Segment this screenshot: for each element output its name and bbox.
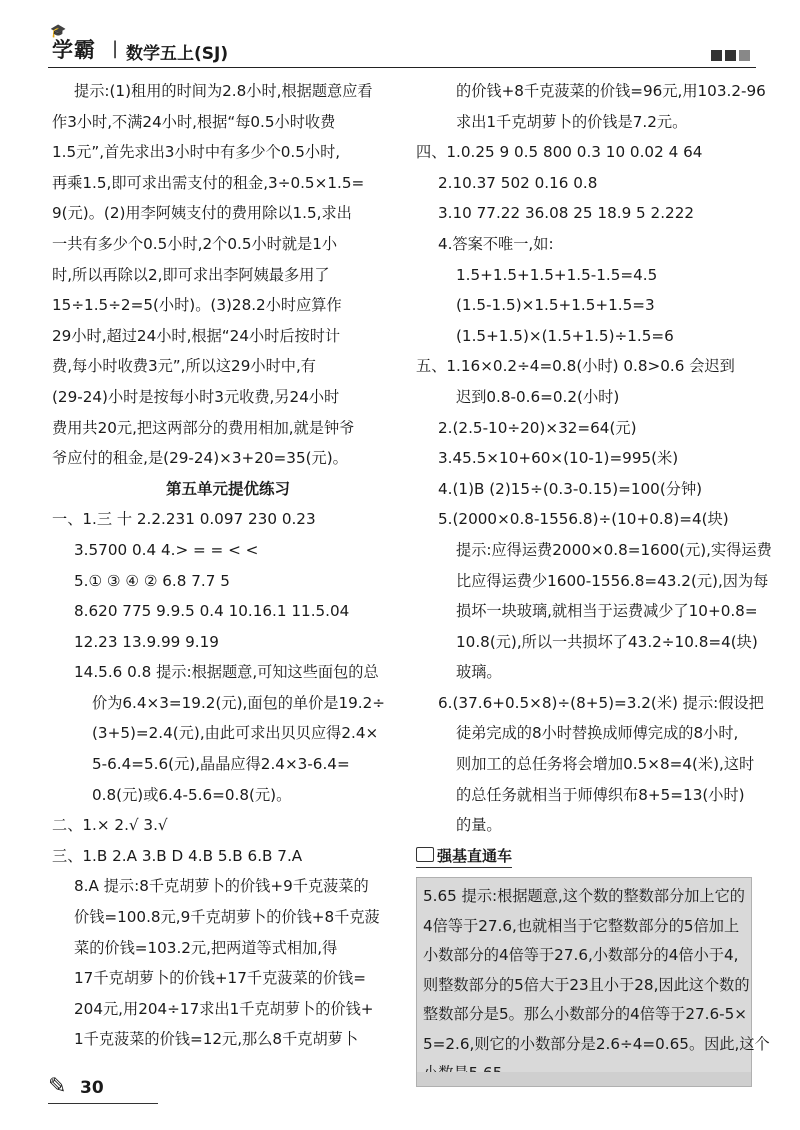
text-line: 10.8(元),所以一共损坏了43.2÷10.8=4(块) [456, 632, 758, 651]
text-line: 5=2.6,则它的小数部分是2.6÷4=0.65。因此,这个 [423, 1034, 770, 1053]
text-line: (29-24)小时是按每小时3元收费,另24小时 [52, 387, 340, 406]
section-four [416, 137, 756, 351]
text-line: 费,每小时收费3元”,所以这29小时中,有 [52, 357, 316, 376]
text-line: 3.5700 0.4 4.> = = < < [74, 540, 259, 559]
page-number: 30 [80, 1078, 104, 1098]
footer-rule [48, 1103, 158, 1104]
page-footer [48, 1074, 158, 1104]
text-line: 的总任务就相当于师傅织布8+5=13(小时) [456, 785, 745, 804]
text-line: 15÷1.5÷2=5(小时)。(3)28.2小时应算作 [52, 296, 342, 315]
right-column [416, 76, 772, 1087]
text-line: 四、1.0.25 9 0.5 800 0.3 10 0.02 4 64 [416, 143, 703, 162]
text-line: 一共有多少个0.5小时,2个0.5小时就是1小 [52, 234, 338, 253]
pencil-icon: ✎ [48, 1074, 67, 1099]
text-line: 玻璃。 [456, 663, 502, 682]
graduation-cap-icon: 🎓 [50, 24, 67, 39]
text-line: 求出1千克胡萝卜的价钱是7.2元。 [456, 112, 688, 131]
text-line: 5.(2000×0.8-1556.8)÷(10+0.8)=4(块) [438, 510, 729, 529]
text-line: 则整数部分的5倍大于23且小于28,因此这个数的 [423, 975, 750, 994]
header-rule [48, 67, 756, 68]
text-line: 9(元)。(2)用李阿姨支付的费用除以1.5,求出 [52, 204, 352, 223]
text-line: 6.(37.6+0.5×8)÷(8+5)=3.2(米) 提示:假设把 [438, 693, 764, 712]
text-line: 17千克胡萝卜的价钱+17千克菠菜的价钱= [74, 969, 366, 988]
text-line: (1.5-1.5)×1.5+1.5+1.5=3 [456, 296, 655, 315]
text-line: 8.A 提示:8千克胡萝卜的价钱+9千克菠菜的 [74, 877, 369, 896]
book-title: 数学五上(SJ) [126, 44, 229, 64]
book-icon [416, 847, 434, 862]
text-line: 的价钱+8千克菠菜的价钱=96元,用103.2-96 [456, 82, 766, 100]
page-header [48, 24, 756, 68]
text-line: 损坏一块玻璃,就相当于运费减少了10+0.8= [456, 602, 758, 621]
text-line: 3.10 77.22 36.08 25 18.9 5 2.222 [438, 204, 695, 223]
decorative-squares [708, 46, 750, 65]
text-line: 4倍等于27.6,也就相当于它整数部分的5倍加上 [423, 916, 740, 935]
text-line: 比应得运费少1600-1556.8=43.2(元),因为每 [456, 571, 769, 590]
text-line: 1千克菠菜的价钱=12元,那么8千克胡萝卜 [74, 1030, 359, 1049]
text-line: 费用共20元,把这两部分的费用相加,就是钟爷 [52, 418, 355, 437]
text-line: 则加工的总任务将会增加0.5×8=4(米),这时 [456, 755, 755, 774]
text-line: (3+5)=2.4(元),由此可求出贝贝应得2.4× [92, 724, 379, 743]
box-title-text: 强基直通车 [437, 846, 513, 865]
header-separator: | [112, 38, 119, 59]
text-line: 菜的价钱=103.2元,把两道等式相加,得 [74, 938, 338, 957]
section-title: 第五单元提优练习 [165, 479, 290, 498]
text-line: 3.45.5×10+60×(10-1)=995(米) [438, 449, 679, 468]
text-line: 价为6.4×3=19.2(元),面包的单价是19.2÷ [92, 693, 385, 712]
text-line: 小数部分的4倍等于27.6,小数部分的4倍小于4, [423, 946, 739, 965]
text-line: 12.23 13.9.99 9.19 [74, 632, 219, 651]
text-line: 提示:(1)租用的时间为2.8小时,根据题意应看 [74, 82, 373, 100]
brand-logo: 学霸 [52, 38, 96, 62]
text-line: 再乘1.5,即可求出需支付的租金,3÷0.5×1.5= [52, 173, 365, 192]
right-continuation [416, 76, 766, 137]
text-line: 1.5元”,首先求出3小时中有多少个0.5小时, [52, 143, 341, 162]
text-line: 作3小时,不满24小时,根据“每0.5小时收费 [52, 112, 336, 131]
left-hint-block [52, 76, 404, 474]
text-line: 14.5.6 0.8 提示:根据题意,可知这些面包的总 [74, 663, 379, 682]
text-line: 2.(2.5-10÷20)×32=64(元) [438, 418, 637, 437]
box-bottom-strip [417, 1072, 751, 1086]
text-line: 价钱=100.8元,9千克胡萝卜的价钱+8千克菠 [74, 908, 380, 927]
text-line: 一、1.三 十 2.2.231 0.097 230 0.23 [52, 510, 316, 529]
text-line: 整数部分是5。那么小数部分的4倍等于27.6-5× [423, 1005, 748, 1024]
section-one [52, 504, 404, 810]
box-title [416, 845, 512, 868]
left-column [52, 76, 404, 1055]
text-line: 5.① ③ ④ ② 6.8 7.7 5 [74, 571, 230, 590]
section-three [52, 841, 404, 1055]
text-line: 五、1.16×0.2÷4=0.8(小时) 0.8>0.6 会迟到 [416, 357, 735, 376]
text-line: 徒弟完成的8小时替换成师傅完成的8小时, [456, 724, 739, 743]
text-line: 的量。 [456, 816, 502, 835]
section-two: 二、1.× 2.√ 3.√ [52, 816, 168, 835]
text-line: 8.620 775 9.9.5 0.4 10.16.1 11.5.04 [74, 602, 350, 621]
text-line: 4.(1)B (2)15÷(0.3-0.15)=100(分钟) [438, 479, 703, 498]
text-line: 三、1.B 2.A 3.B D 4.B 5.B 6.B 7.A [52, 846, 303, 865]
text-line: 4.答案不唯一,如: [438, 234, 554, 253]
text-line: 1.5+1.5+1.5+1.5-1.5=4.5 [456, 265, 658, 284]
text-line: 204元,用204÷17求出1千克胡萝卜的价钱+ [74, 999, 374, 1018]
text-line: (1.5+1.5)×(1.5+1.5)÷1.5=6 [456, 326, 674, 345]
text-line: 5.65 提示:根据题意,这个数的整数部分加上它的 [423, 887, 745, 906]
text-line: 0.8(元)或6.4-5.6=0.8(元)。 [92, 785, 292, 804]
text-line: 迟到0.8-0.6=0.2(小时) [456, 387, 620, 406]
text-line: 5-6.4=5.6(元),晶晶应得2.4×3-6.4= [92, 755, 350, 774]
text-line: 爷应付的租金,是(29-24)×3+20=35(元)。 [52, 449, 348, 468]
text-line: 29小时,超过24小时,根据“24小时后按时计 [52, 326, 341, 345]
text-line: 提示:应得运费2000×0.8=1600(元),实得运费 [456, 540, 772, 559]
box-content [423, 882, 770, 1089]
challenge-box [416, 877, 770, 1087]
text-line: 2.10.37 502 0.16 0.8 [438, 173, 598, 192]
section-five [416, 351, 772, 841]
text-line: 时,所以再除以2,即可求出李阿姨最多用了 [52, 265, 330, 284]
